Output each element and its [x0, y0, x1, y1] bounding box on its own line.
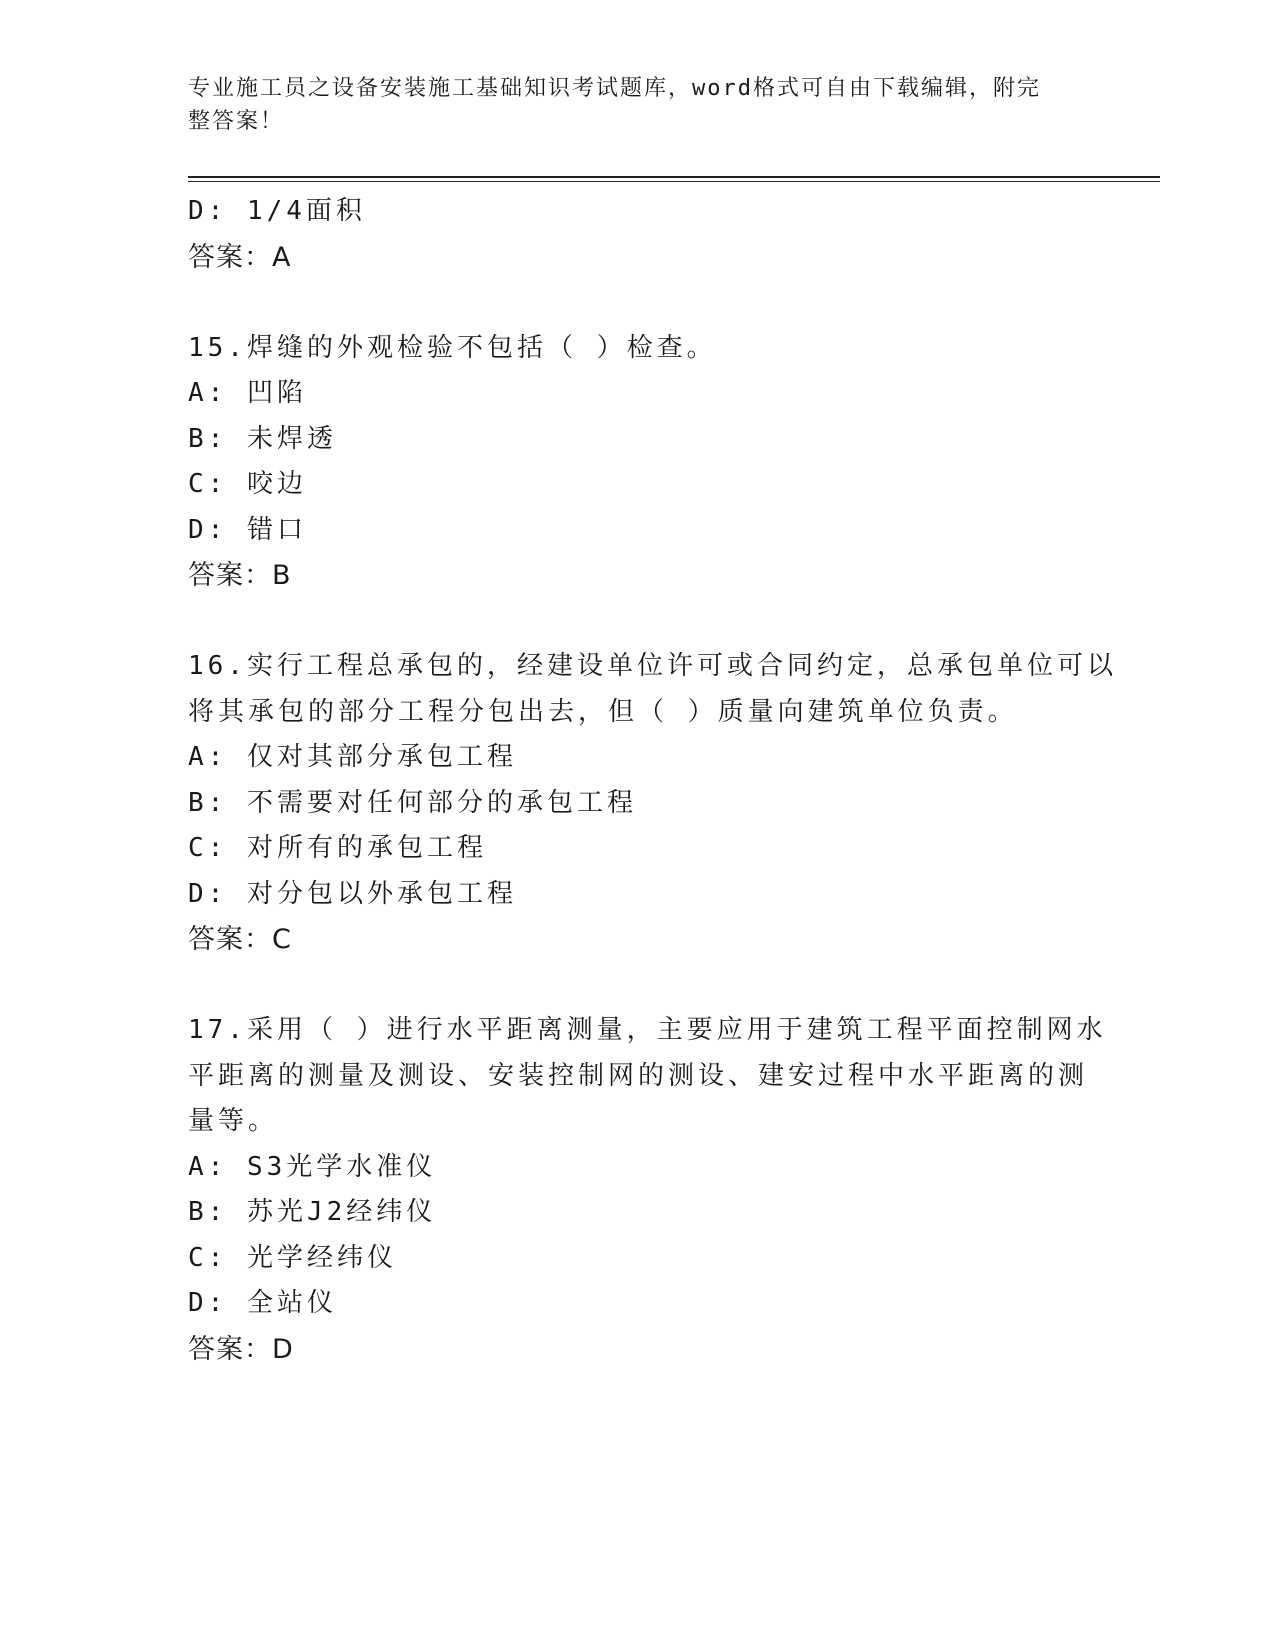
- option-a: A: 仅对其部分承包工程: [188, 742, 517, 772]
- answer-line: 答案：A: [188, 241, 292, 273]
- option-d: D: 1/4面积: [188, 196, 366, 226]
- answer-line: 答案：B: [188, 560, 292, 591]
- header-line-1: 专业施工员之设备安装施工基础知识考试题库，word格式可自由下载编辑，附完: [188, 76, 1041, 101]
- option-c: C: 咬边: [188, 469, 307, 499]
- previous-question-tail: [188, 189, 1088, 280]
- option-d: D: 全站仪: [188, 1288, 337, 1318]
- question-stem: 量等。: [188, 1106, 279, 1136]
- question-16: [188, 644, 1117, 963]
- header-divider-thin: [188, 181, 1160, 182]
- option-c: C: 光学经纬仪: [188, 1242, 397, 1273]
- header-divider-thick: [188, 176, 1160, 178]
- option-d: D: 错口: [188, 514, 307, 545]
- document-header: [188, 72, 1068, 138]
- question-15: [188, 326, 1088, 599]
- header-line-2: 整答案！: [188, 109, 285, 134]
- option-a: A: S3光学水准仪: [188, 1151, 437, 1182]
- question-stem: 将其承包的部分工程分包出去，但（ ）质量向建筑单位负责。: [188, 696, 1018, 727]
- question-stem: 15.焊缝的外观检验不包括（ ）检查。: [188, 332, 717, 363]
- option-c: C: 对所有的承包工程: [188, 833, 487, 863]
- question-17: [188, 1008, 1107, 1372]
- option-a: A: 凹陷: [188, 378, 307, 408]
- spacer: [188, 599, 1088, 645]
- answer-line: 答案：C: [188, 924, 292, 955]
- spacer: [188, 963, 1088, 1009]
- option-d: D: 对分包以外承包工程: [188, 878, 517, 909]
- question-stem: 16.实行工程总承包的，经建设单位许可或合同约定，总承包单位可以: [188, 651, 1117, 681]
- question-stem: 平距离的测量及测设、安装控制网的测设、建安过程中水平距离的测: [188, 1060, 1089, 1091]
- question-stem: 17.采用（ ）进行水平距离测量，主要应用于建筑工程平面控制网水: [188, 1015, 1107, 1045]
- option-b: B: 不需要对任何部分的承包工程: [188, 787, 637, 818]
- document-body: [188, 189, 1117, 1372]
- option-b: B: 苏光J2经纬仪: [188, 1197, 437, 1227]
- spacer: [188, 280, 1088, 326]
- option-b: B: 未焊透: [188, 423, 337, 454]
- answer-line: 答案：D: [188, 1333, 294, 1365]
